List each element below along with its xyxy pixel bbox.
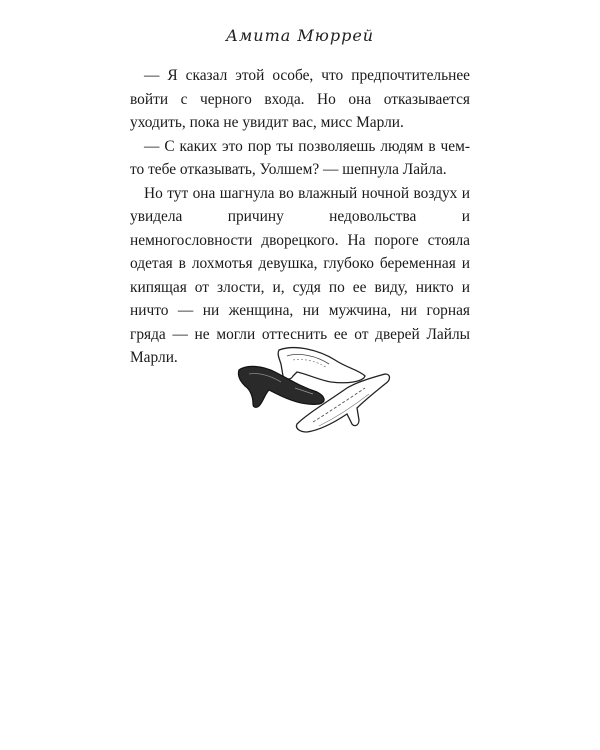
shoes-illustration-icon <box>235 340 395 440</box>
body-text <box>130 64 470 370</box>
paragraph: — Я сказал этой особе, что предпочтительнее войти с черного входа. Но она отказывается уходить, пока не увидит вас, мисс Марли. <box>130 67 470 131</box>
running-header: Амита Мюррей <box>225 26 375 45</box>
paragraph: Но тут она шагнула во влажный ночной воздух и увидела причину недовольства и немногословности дворецкого. На пороге стояла одетая в лохмотья девушка, глубоко беременная и кипящая от злости, и, судя по ее виду, никто и ничто — ни женщина, ни мужчина, ни горная гряда — не могли оттеснить ее от дверей Лайлы Марли. <box>130 184 470 366</box>
paragraph: — С каких это пор ты позволяешь людям в чем-то тебе отказывать, Уолшем? — шепнула Лайла. <box>130 137 470 178</box>
